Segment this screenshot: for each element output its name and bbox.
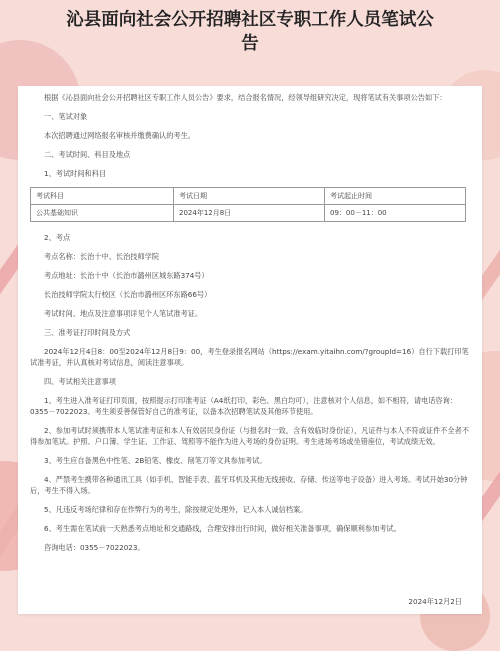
note-item: 6、考生需在笔试前一天熟悉考点地址和交通路线，合理安排出行时间，做好相关准备事项，确保顺利参加考试。 xyxy=(44,524,401,533)
section-2-sub-2: 2、考点 xyxy=(44,233,71,242)
venue-address-2: 长治技师学院太行校区（长治市潞州区环东路66号） xyxy=(44,290,212,299)
title-line-2: 告 xyxy=(241,34,259,54)
venue-note: 考试时间、地点及注意事项详见个人笔试准考证。 xyxy=(44,309,203,318)
table-header-row xyxy=(31,188,466,205)
table-header-cell: 考试科目 xyxy=(31,188,174,205)
table-header-cell: 考试日期 xyxy=(174,188,325,205)
section-1-heading: 一、笔试对象 xyxy=(44,112,88,121)
exam-schedule-table xyxy=(30,187,466,222)
section-1-text: 本次招聘通过网络报名审核并缴费确认的考生。 xyxy=(44,131,195,140)
section-2-sub-1: 1、考试时间和科目 xyxy=(44,169,107,178)
section-2-heading: 二、考试时间、科目及地点 xyxy=(44,150,131,159)
note-item: 4、严禁考生携带各种通讯工具（如手机、智能手表、蓝牙耳机及其他无线接收、存储、传送等电子设备）进入考场。考试开始30分钟后，考生不得入场。 xyxy=(30,475,468,495)
intro-paragraph: 根据《沁县面向社会公开招聘社区专职工作人员公告》要求，结合报名情况，经领导组研究决定，现将笔试有关事项公告如下： xyxy=(44,93,447,102)
announcement-date: 2024年12月2日 xyxy=(408,597,462,606)
note-item: 1、考生进入准考证打印页面，按照提示打印准考证（A4纸打印，彩色、黑白均可），注意核对个人信息，如不相符，请电话咨询：0355－7022023。考生须妥善保管好自己的准考证，以备本次招聘笔试及其他环节使用。 xyxy=(30,396,457,416)
note-item: 5、凡违反考场纪律和存在作弊行为的考生，除按规定处理外，记入本人诚信档案。 xyxy=(44,505,308,514)
table-header-cell: 考试起止时间 xyxy=(325,188,466,205)
section-3-heading: 三、准考证打印时间及方式 xyxy=(44,328,131,337)
table-cell: 公共基础知识 xyxy=(31,205,174,222)
venue-address-1: 考点地址：长治十中（长治市潞州区城东路374号） xyxy=(44,271,209,280)
contact-phone: 咨询电话：0355－7022023。 xyxy=(44,543,145,552)
note-item: 3、考生应自备黑色中性笔、2B铅笔、橡皮、削笔刀等文具参加考试。 xyxy=(44,456,267,465)
venue-name: 考点名称：长治十中、长治技师学院 xyxy=(44,252,160,261)
table-cell: 2024年12月8日 xyxy=(174,205,325,222)
table-row xyxy=(31,205,466,222)
announcement-body xyxy=(30,92,470,561)
table-cell: 09：00－11：00 xyxy=(325,205,466,222)
section-4-heading: 四、考试相关注意事项 xyxy=(44,377,116,386)
title-line-1: 沁县面向社会公开招聘社区专职工作人员笔试公 xyxy=(66,10,434,30)
note-item: 2、参加考试时须携带本人笔试准考证和本人有效居民身份证（与报名时一致，含有效临时身份证），凡证件与本人不符或证件不全者不得参加笔试。护照、户口簿、学生证、工作证、驾照等不能作为进入考场的身份证明。考生进场考场或坐错座位，考试成绩无效。 xyxy=(30,426,470,446)
section-3-text: 2024年12月4日8：00至2024年12月8日9：00，考生登录报名网站（https://exam.yitaihn.com/?groupId=16）自行下载打印笔试准考证，并认真核对考试信息，阅读注意事项。 xyxy=(30,347,469,367)
page-title xyxy=(0,8,500,56)
